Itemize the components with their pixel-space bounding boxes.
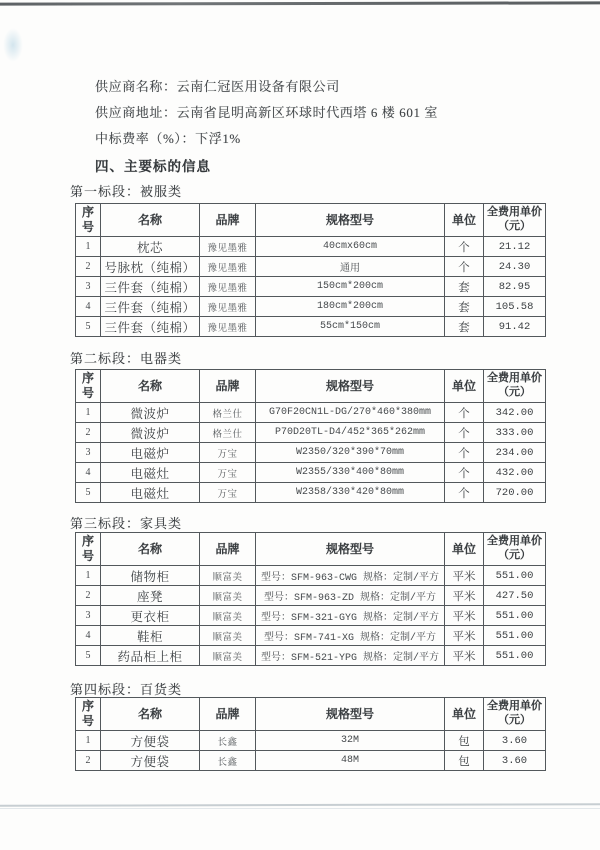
cell-name: 电磁灶: [101, 463, 200, 483]
cell-brand: 顺富美: [200, 626, 256, 646]
cell-price: 551.00: [484, 626, 546, 646]
cell-spec: 型号：SFM-963-ZD 规格：定制/平方: [256, 586, 445, 606]
table-row: [76, 731, 546, 751]
cell-name: 三件套（纯棉）: [101, 297, 200, 317]
cell-unit: 包: [445, 751, 484, 771]
cell-brand: 万宝: [200, 443, 256, 463]
col-header-unit: 单位: [445, 204, 484, 237]
section-2-title: 第二标段：电器类: [70, 351, 183, 366]
cell-spec: G70F20CN1L-DG/270*460*380mm: [256, 403, 445, 423]
cell-name: 电磁灶: [101, 483, 200, 503]
cell-name: 储物柜: [101, 566, 200, 586]
bid-table-1: [75, 203, 546, 337]
cell-spec: 型号：SFM-741-XG 规格：定制/平方: [256, 626, 445, 646]
col-header-brand: 品牌: [200, 370, 256, 403]
cell-brand: 豫见墨雅: [200, 297, 256, 317]
cell-brand: 豫见墨雅: [200, 277, 256, 297]
cell-spec: 40cmx60cm: [256, 237, 445, 257]
bid-table-2: [75, 369, 546, 503]
cell-no: 1: [76, 237, 101, 257]
cell-unit: 个: [445, 237, 484, 257]
cell-no: 5: [76, 317, 101, 337]
table-header-row: [76, 698, 546, 731]
table-row: [76, 423, 546, 443]
cell-spec: 180cm*200cm: [256, 297, 445, 317]
cell-spec: 55cm*150cm: [256, 317, 445, 337]
cell-name: 座凳: [101, 586, 200, 606]
cell-name: 三件套（纯棉）: [101, 277, 200, 297]
table-row: [76, 646, 546, 666]
col-header-brand: 品牌: [200, 204, 256, 237]
main-section-heading: 四、主要标的信息: [95, 159, 211, 174]
table-row: [76, 297, 546, 317]
cell-price: 551.00: [484, 566, 546, 586]
cell-brand: 豫见墨雅: [200, 257, 256, 277]
cell-name: 更衣柜: [101, 606, 200, 626]
cell-spec: W2355/330*400*80mm: [256, 463, 445, 483]
cell-brand: 万宝: [200, 463, 256, 483]
cell-name: 号脉枕（纯棉）: [101, 257, 200, 277]
cell-price: 333.00: [484, 423, 546, 443]
col-header-spec: 规格型号: [256, 698, 445, 731]
col-header-name: 名称: [101, 204, 200, 237]
table-header-row: [76, 370, 546, 403]
col-header-price: 全费用单价（元）: [484, 204, 546, 237]
col-header-brand: 品牌: [200, 533, 256, 566]
cell-unit: 个: [445, 257, 484, 277]
table-row: [76, 317, 546, 337]
cell-spec: W2358/330*420*80mm: [256, 483, 445, 503]
col-header-name: 名称: [101, 698, 200, 731]
table-header-row: [76, 204, 546, 237]
cell-no: 2: [76, 257, 101, 277]
cell-name: 电磁炉: [101, 443, 200, 463]
cell-no: 3: [76, 443, 101, 463]
cell-no: 5: [76, 646, 101, 666]
fee-rate-line: 中标费率（%）：下浮1%: [95, 131, 241, 146]
cell-no: 4: [76, 463, 101, 483]
cell-unit: 平米: [445, 566, 484, 586]
col-header-no: 序号: [76, 370, 101, 403]
table-row: [76, 566, 546, 586]
cell-unit: 套: [445, 277, 484, 297]
cell-spec: P70D20TL-D4/452*365*262mm: [256, 423, 445, 443]
cell-unit: 个: [445, 403, 484, 423]
table-row: [76, 626, 546, 646]
col-header-name: 名称: [101, 370, 200, 403]
cell-brand: 万宝: [200, 483, 256, 503]
table-row: [76, 277, 546, 297]
cell-spec: 48M: [256, 751, 445, 771]
col-header-price: 全费用单价（元）: [484, 533, 546, 566]
cell-price: 720.00: [484, 483, 546, 503]
cell-unit: 平米: [445, 646, 484, 666]
col-header-unit: 单位: [445, 370, 484, 403]
cell-spec: 通用: [256, 257, 445, 277]
cell-price: 21.12: [484, 237, 546, 257]
cell-no: 2: [76, 586, 101, 606]
cell-name: 鞋柜: [101, 626, 200, 646]
col-header-no: 序号: [76, 533, 101, 566]
section-4-title: 第四标段：百货类: [70, 682, 183, 697]
table-row: [76, 443, 546, 463]
cell-spec: W2350/320*390*70mm: [256, 443, 445, 463]
cell-price: 234.00: [484, 443, 546, 463]
col-header-unit: 单位: [445, 698, 484, 731]
table-row: [76, 751, 546, 771]
cell-price: 342.00: [484, 403, 546, 423]
cell-spec: 型号：SFM-521-YPG 规格：定制/平方: [256, 646, 445, 666]
cell-no: 1: [76, 403, 101, 423]
cell-spec: 型号：SFM-321-GYG 规格：定制/平方: [256, 606, 445, 626]
supplier-address-line: 供应商地址：云南省昆明高新区环球时代西塔 6 楼 601 室: [95, 105, 439, 120]
col-header-brand: 品牌: [200, 698, 256, 731]
section-1-title: 第一标段：被服类: [70, 184, 183, 199]
cell-no: 4: [76, 626, 101, 646]
cell-name: 三件套（纯棉）: [101, 317, 200, 337]
table-row: [76, 237, 546, 257]
cell-price: 551.00: [484, 606, 546, 626]
cell-no: 5: [76, 483, 101, 503]
cell-brand: 格兰仕: [200, 403, 256, 423]
col-header-no: 序号: [76, 204, 101, 237]
cell-name: 方便袋: [101, 731, 200, 751]
cell-brand: 长鑫: [200, 731, 256, 751]
table-row: [76, 257, 546, 277]
cell-name: 方便袋: [101, 751, 200, 771]
cell-no: 3: [76, 606, 101, 626]
cell-spec: 150cm*200cm: [256, 277, 445, 297]
cell-brand: 顺富美: [200, 646, 256, 666]
cell-no: 2: [76, 751, 101, 771]
cell-price: 3.60: [484, 751, 546, 771]
cell-price: 3.60: [484, 731, 546, 751]
cell-name: 枕芯: [101, 237, 200, 257]
cell-no: 1: [76, 731, 101, 751]
cell-unit: 套: [445, 317, 484, 337]
bid-table-3: [75, 532, 546, 666]
cell-name: 微波炉: [101, 423, 200, 443]
cell-brand: 格兰仕: [200, 423, 256, 443]
table-row: [76, 606, 546, 626]
col-header-name: 名称: [101, 533, 200, 566]
cell-unit: 个: [445, 443, 484, 463]
cell-unit: 平米: [445, 606, 484, 626]
cell-price: 82.95: [484, 277, 546, 297]
cell-price: 427.50: [484, 586, 546, 606]
col-header-spec: 规格型号: [256, 370, 445, 403]
table-row: [76, 586, 546, 606]
cell-spec: 型号：SFM-963-CWG 规格：定制/平方: [256, 566, 445, 586]
cell-unit: 套: [445, 297, 484, 317]
col-header-spec: 规格型号: [256, 204, 445, 237]
cell-brand: 长鑫: [200, 751, 256, 771]
cell-price: 105.58: [484, 297, 546, 317]
col-header-price: 全费用单价（元）: [484, 698, 546, 731]
scan-edge-bottom-shadow: [0, 808, 600, 809]
cell-name: 微波炉: [101, 403, 200, 423]
scan-edge-bottom: [0, 803, 600, 807]
cell-brand: 豫见墨雅: [200, 317, 256, 337]
cell-spec: 32M: [256, 731, 445, 751]
table-row: [76, 403, 546, 423]
cell-brand: 顺富美: [200, 586, 256, 606]
cell-no: 4: [76, 297, 101, 317]
cell-brand: 顺富美: [200, 566, 256, 586]
cell-brand: 豫见墨雅: [200, 237, 256, 257]
cell-name: 药品柜上柜: [101, 646, 200, 666]
scan-edge-top: [0, 1, 600, 5]
scan-smudge: [3, 28, 23, 62]
col-header-spec: 规格型号: [256, 533, 445, 566]
cell-unit: 包: [445, 731, 484, 751]
table-header-row: [76, 533, 546, 566]
cell-unit: 平米: [445, 626, 484, 646]
cell-price: 91.42: [484, 317, 546, 337]
cell-price: 551.00: [484, 646, 546, 666]
col-header-unit: 单位: [445, 533, 484, 566]
table-row: [76, 463, 546, 483]
cell-unit: 平米: [445, 586, 484, 606]
cell-price: 24.30: [484, 257, 546, 277]
cell-no: 2: [76, 423, 101, 443]
cell-unit: 个: [445, 423, 484, 443]
cell-unit: 个: [445, 463, 484, 483]
supplier-name-line: 供应商名称：云南仁冠医用设备有限公司: [95, 79, 340, 94]
section-3-title: 第三标段：家具类: [70, 516, 183, 531]
cell-price: 432.00: [484, 463, 546, 483]
cell-brand: 顺富美: [200, 606, 256, 626]
cell-no: 1: [76, 566, 101, 586]
cell-unit: 个: [445, 483, 484, 503]
col-header-price: 全费用单价（元）: [484, 370, 546, 403]
cell-no: 3: [76, 277, 101, 297]
col-header-no: 序号: [76, 698, 101, 731]
bid-table-4: [75, 697, 546, 771]
table-row: [76, 483, 546, 503]
